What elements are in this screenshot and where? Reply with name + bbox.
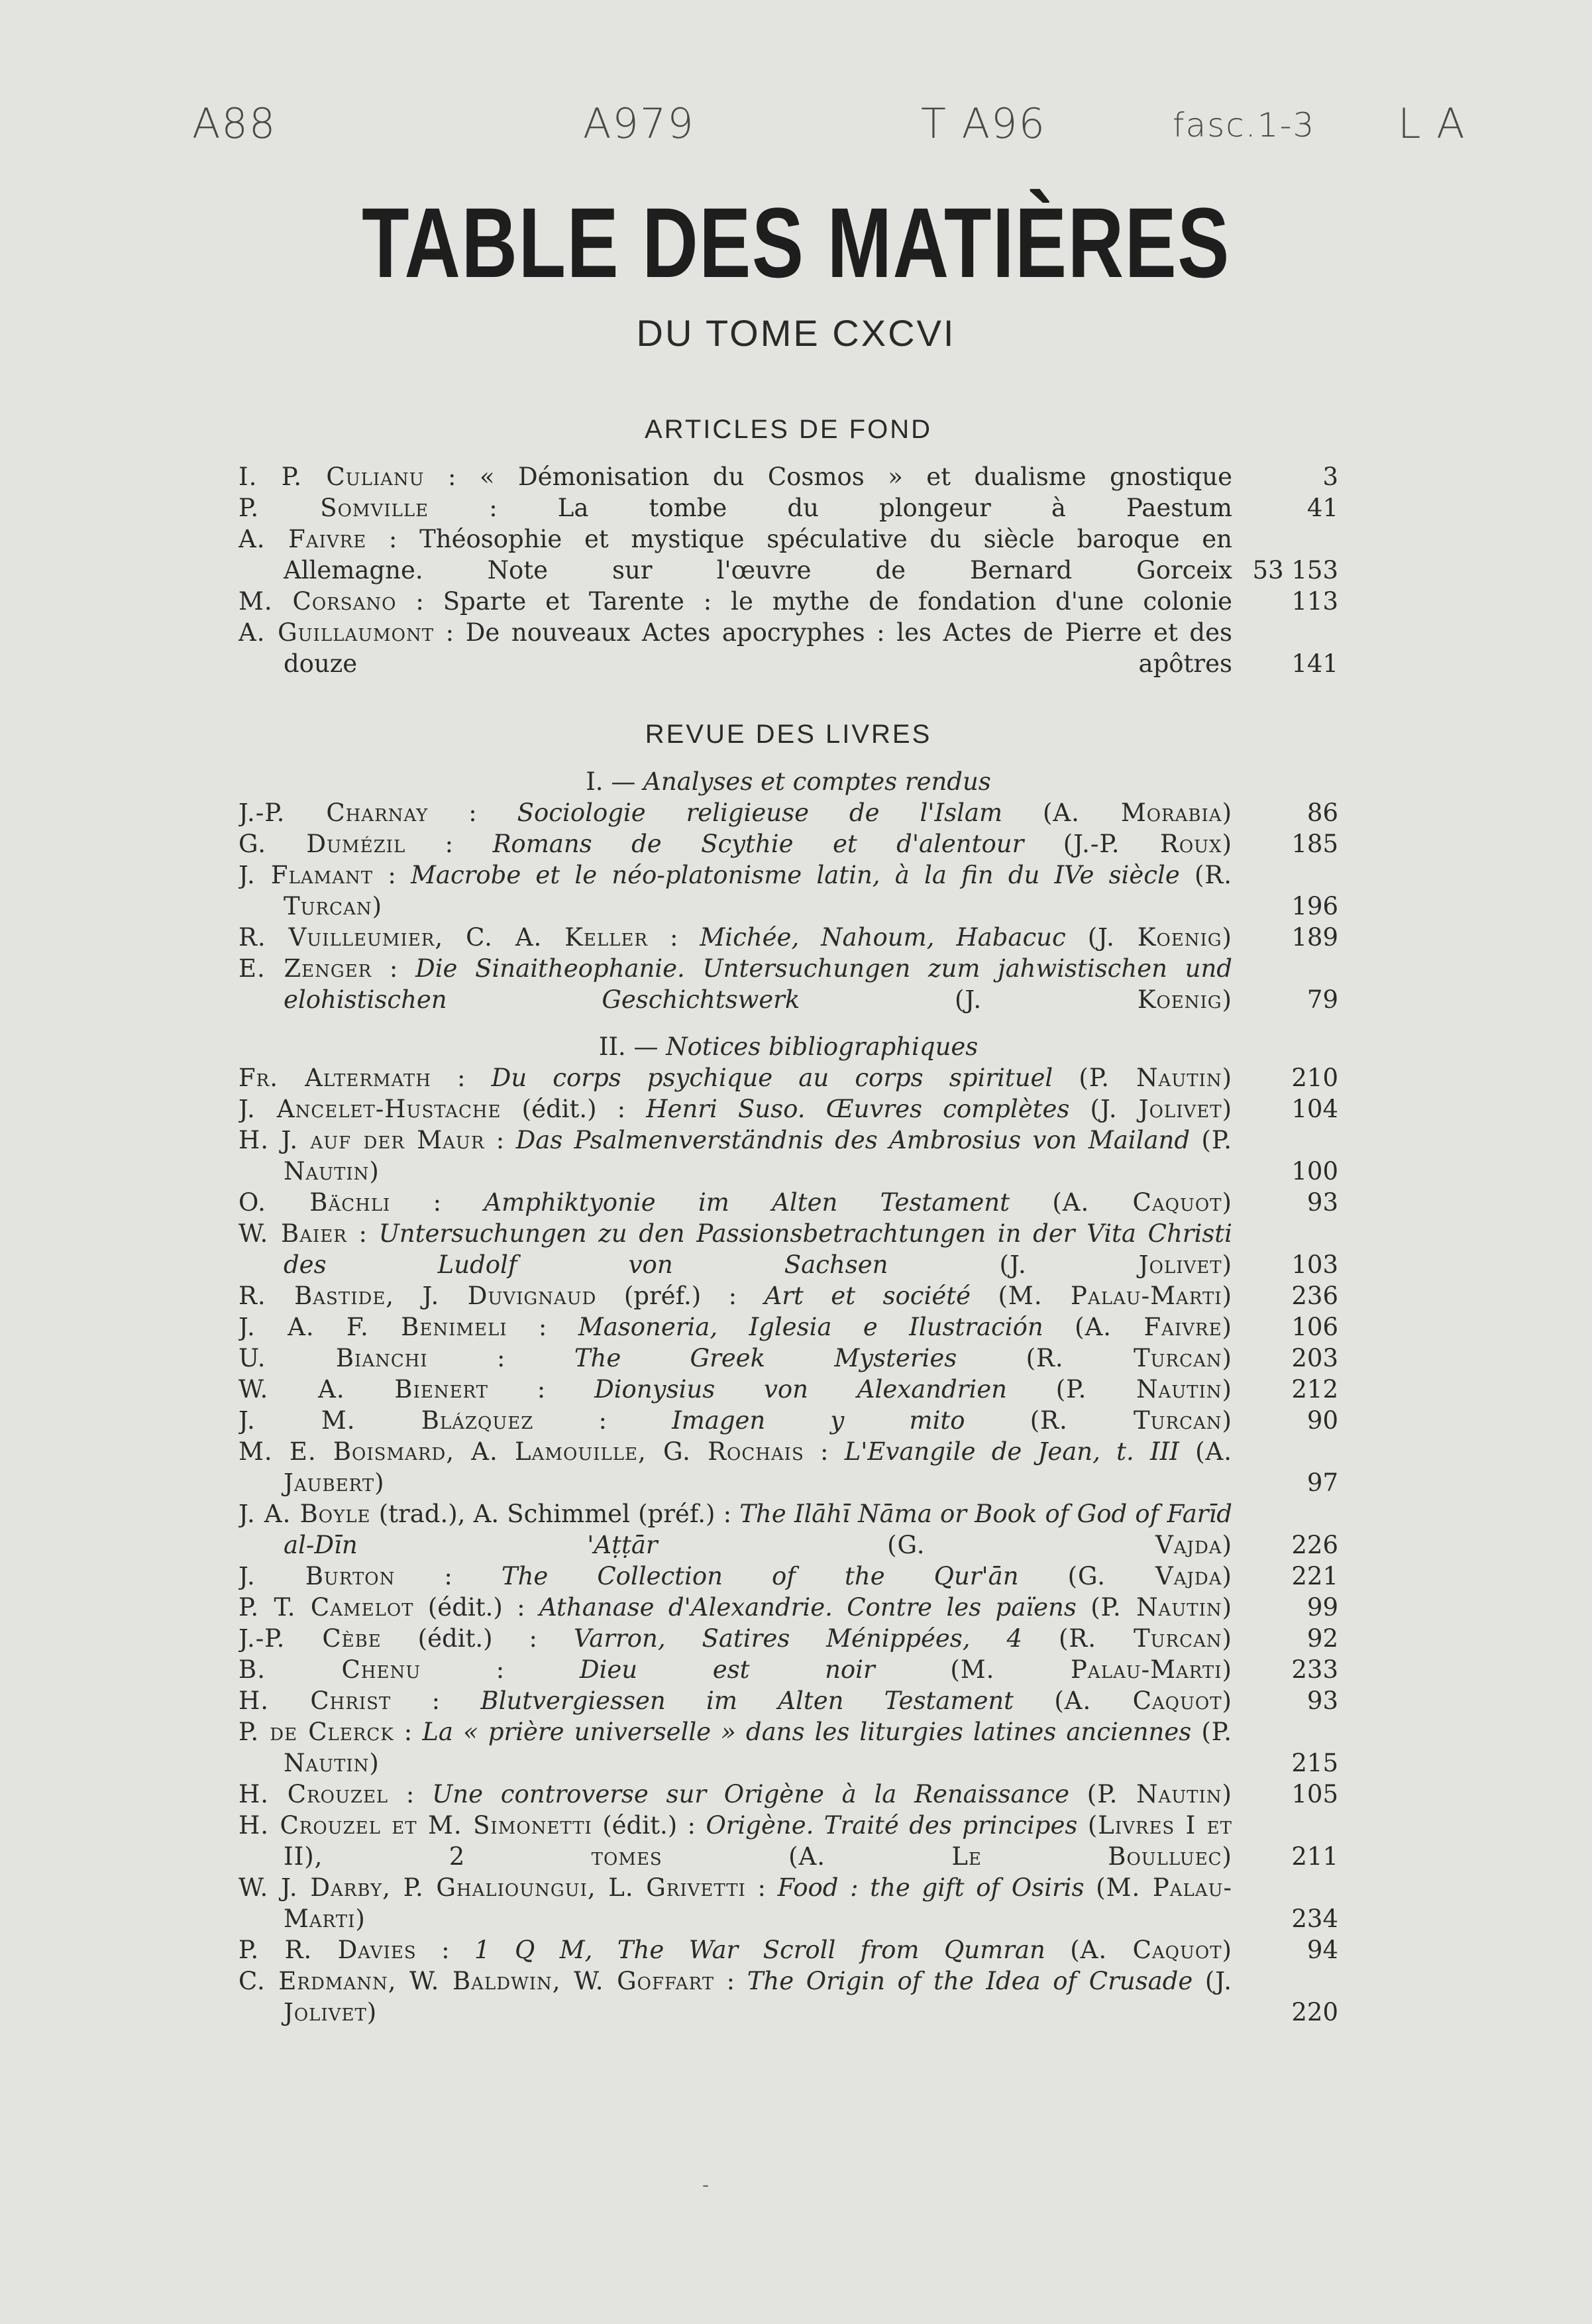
- entry-reviewer: (J. Jolivet): [999, 1250, 1232, 1279]
- entry-author: R. Vuilleumier, C. A. Keller: [239, 923, 648, 952]
- entry-title: Die Sinaitheophanie. Untersuchungen zum jahwistischen und elohistischen Geschichtswerk: [284, 954, 1232, 1014]
- toc-entry-text: [239, 1405, 1232, 1436]
- entry-separator: :: [804, 1437, 845, 1466]
- toc-entry: [239, 1498, 1338, 1561]
- toc-entry-text: [239, 1280, 1232, 1311]
- entry-page-number: 212: [1291, 1375, 1338, 1404]
- toc-entry-text: [239, 1810, 1232, 1872]
- toc-entry-text: [239, 617, 1232, 679]
- handwritten-note-5: L A: [1398, 99, 1466, 148]
- entry-author: E. Zenger: [239, 954, 372, 983]
- entry-separator: :: [346, 1219, 379, 1248]
- entry-title: Imagen y mito: [672, 1406, 965, 1435]
- entry-reviewer: (A. Caquot): [1070, 1936, 1232, 1964]
- toc-entry: [239, 1716, 1338, 1779]
- toc-entry: [239, 586, 1338, 617]
- toc-entry-text: [239, 1592, 1232, 1623]
- toc-entry: [239, 617, 1338, 679]
- entry-separator: :: [396, 587, 443, 616]
- entry-page-number: 215: [1291, 1749, 1338, 1777]
- entry-separator: :: [421, 1655, 580, 1684]
- entry-reviewer: (R. Turcan): [1026, 1344, 1232, 1372]
- entry-title: La tombe du plongeur à Paestum: [557, 494, 1232, 522]
- entry-page-number: 233: [1291, 1655, 1338, 1684]
- entry-page-number: 226: [1291, 1531, 1338, 1559]
- entry-page-number: 97: [1306, 1468, 1338, 1497]
- entry-separator: :: [394, 1718, 423, 1746]
- toc-entry-text: [239, 1716, 1232, 1779]
- toc-entry: [239, 1343, 1338, 1374]
- entry-author: A. Faivre: [239, 525, 367, 553]
- toc-entry: [239, 1125, 1338, 1187]
- toc-entry: [239, 1965, 1338, 2028]
- entry-separator: :: [416, 1936, 474, 1964]
- toc-entry: [239, 1311, 1338, 1343]
- toc-entry-text: [239, 1654, 1232, 1685]
- toc-entry: [239, 524, 1338, 586]
- entry-reviewer: (P. Nautin): [1087, 1780, 1232, 1808]
- entry-author: U. Bianchi: [239, 1344, 428, 1372]
- entry-title: Das Psalmenverständnis des Ambrosius von Mailand: [515, 1126, 1191, 1154]
- handwritten-note-4: fasc.1-3: [1173, 106, 1316, 144]
- toc-entry: [239, 953, 1338, 1015]
- notices-list: [239, 1062, 1338, 2028]
- entry-title: L'Evangile de Jean, t. III: [844, 1437, 1179, 1466]
- toc-entry: [239, 1654, 1338, 1685]
- footer-mark: -: [702, 2174, 710, 2197]
- toc-entry-text: [239, 1965, 1232, 2028]
- entry-title: Art et société: [764, 1282, 971, 1310]
- entry-page-number: 196: [1291, 892, 1338, 920]
- section-heading-revue: REVUE DES LIVRES: [645, 720, 932, 749]
- toc-entry: [239, 1779, 1338, 1810]
- entry-title: Romans de Scythie et d'alentour: [492, 830, 1024, 858]
- entry-title: Sociologie religieuse de l'Islam: [517, 799, 1003, 827]
- entry-title: Une controverse sur Origène à la Renaissance: [432, 1780, 1070, 1808]
- toc-entry-text: [239, 1934, 1232, 1965]
- subsection-1-title: Analyses et comptes rendus: [643, 767, 991, 796]
- toc-entry: [239, 1685, 1338, 1716]
- toc-entry-text: [239, 797, 1232, 828]
- entry-separator: (trad.), A. Schimmel (préf.) :: [370, 1500, 740, 1528]
- entry-separator: :: [395, 1562, 502, 1590]
- entry-title: Origène. Traité des principes: [706, 1811, 1078, 1840]
- entry-title: Untersuchungen zu den Passionsbetrachtungen in der Vita Christi des Ludolf von Sachsen: [284, 1219, 1232, 1279]
- entry-separator: :: [745, 1873, 778, 1902]
- toc-entry-text: [239, 1343, 1232, 1374]
- toc-entry-text: [239, 1062, 1232, 1093]
- entry-reviewer: (R. Turcan): [284, 861, 1232, 920]
- entry-reviewer: (A. Caquot): [1052, 1188, 1232, 1217]
- subsection-2-number: II. —: [598, 1032, 659, 1061]
- entry-separator: :: [484, 1126, 516, 1154]
- toc-entry: [239, 1062, 1338, 1093]
- entry-title: Du corps psychique au corps spirituel: [491, 1064, 1053, 1092]
- entry-author: H. Crouzel: [239, 1780, 389, 1808]
- entry-page-number: 99: [1306, 1593, 1338, 1622]
- page-subtitle: DU TOME CXCVI: [636, 312, 956, 354]
- entry-page-number: 94: [1306, 1936, 1338, 1964]
- entry-reviewer: (J. Koenig): [954, 985, 1232, 1014]
- toc-entry: [239, 461, 1338, 492]
- entry-separator: :: [424, 463, 480, 491]
- entry-reviewer: (A. Faivre): [1075, 1313, 1232, 1341]
- entry-reviewer: (M. Palau-Marti): [950, 1655, 1232, 1684]
- entry-author: R. Bastide, J. Duvignaud: [239, 1282, 597, 1310]
- toc-entry-text: [239, 492, 1232, 524]
- entry-reviewer: (G. Vajda): [887, 1531, 1232, 1559]
- entry-separator: :: [366, 525, 420, 553]
- toc-entry: [239, 1280, 1338, 1311]
- entry-separator: :: [533, 1406, 672, 1435]
- entry-reviewer: (M. Palau-Marti): [998, 1282, 1232, 1310]
- entry-reviewer: (R. Turcan): [1058, 1624, 1232, 1653]
- entry-title: La « prière universelle » dans les liturgies latines anciennes: [422, 1718, 1192, 1746]
- toc-entry-text: [239, 1623, 1232, 1654]
- toc-entry-text: [239, 1436, 1232, 1498]
- entry-page-number: 92: [1306, 1624, 1338, 1653]
- toc-entry: [239, 828, 1338, 859]
- entry-title: Macrobe et le néo-platonisme latin, à la fin du IVe siècle: [411, 861, 1180, 889]
- entry-author: J. M. Blázquez: [239, 1406, 534, 1435]
- entry-separator: :: [390, 1188, 484, 1217]
- toc-entry: [239, 922, 1338, 953]
- entry-separator: (édit.) :: [413, 1593, 539, 1622]
- entry-title: Food : the gift of Osiris: [777, 1873, 1085, 1902]
- entry-title: The Greek Mysteries: [574, 1344, 957, 1372]
- toc-entry: [239, 1810, 1338, 1872]
- entry-page-number: 185: [1291, 830, 1338, 858]
- subsection-1-number: I. —: [586, 767, 636, 796]
- handwritten-note-2: A979: [583, 99, 695, 148]
- entry-separator: :: [507, 1313, 578, 1341]
- entry-separator: :: [714, 1967, 747, 1995]
- entry-title: Varron, Satires Ménippées, 4: [573, 1624, 1023, 1653]
- entry-reviewer: (A. Caquot): [1054, 1687, 1232, 1715]
- toc-entry: [239, 859, 1338, 922]
- toc-entry-text: [239, 1779, 1232, 1810]
- entry-reviewer: (J.-P. Roux): [1063, 830, 1232, 858]
- entry-page-number: 113: [1291, 587, 1338, 616]
- entry-page-number: 90: [1306, 1406, 1338, 1435]
- entry-author: J. Ancelet-Hustache: [239, 1095, 502, 1123]
- entry-separator: :: [427, 1344, 574, 1372]
- toc-entry: [239, 1218, 1338, 1280]
- toc-entry-text: [239, 1872, 1232, 1934]
- articles-list: [239, 461, 1338, 679]
- toc-entry: [239, 1093, 1338, 1125]
- entry-page-number: 100: [1291, 1157, 1338, 1186]
- entry-separator: :: [647, 923, 700, 952]
- entry-separator: :: [391, 1687, 481, 1715]
- entry-author: G. Dumézil: [239, 830, 406, 858]
- entry-author: P. Somville: [239, 494, 429, 522]
- entry-page-number: 104: [1291, 1095, 1338, 1123]
- entry-title: The Origin of the Idea of Crusade: [747, 1967, 1193, 1995]
- entry-title: Masoneria, Iglesia e Ilustración: [578, 1313, 1043, 1341]
- entry-title: De nouveaux Actes apocryphes : les Actes de Pierre et des douze apôtres: [284, 618, 1232, 678]
- table-of-contents: [239, 414, 1338, 2028]
- entry-separator: :: [429, 494, 558, 522]
- entry-author: J. A. Boyle: [239, 1500, 371, 1528]
- entry-title: 1 Q M, The War Scroll from Qumran: [474, 1936, 1045, 1964]
- entry-author: W. A. Bienert: [239, 1375, 489, 1404]
- entry-separator: :: [372, 954, 416, 983]
- entry-title: Théosophie et mystique spéculative du siècle baroque en Allemagne. Note sur l'œuvre de Bernard Gorceix: [284, 525, 1232, 584]
- entry-page-number: 41: [1306, 494, 1338, 522]
- entry-title: Michée, Nahoum, Habacuc: [700, 923, 1066, 952]
- entry-reviewer: (J. Jolivet): [284, 1967, 1232, 2026]
- toc-entry: [239, 797, 1338, 828]
- entry-reviewer: (P. Nautin): [1055, 1375, 1232, 1404]
- handwritten-note-3: T A96: [921, 99, 1046, 148]
- subsection-2-title: Notices bibliographiques: [666, 1032, 979, 1061]
- subsection-heading-1: [239, 766, 1338, 797]
- entry-page-number: 141: [1291, 649, 1338, 678]
- entry-page-number: 79: [1306, 985, 1338, 1014]
- entry-author: B. Chenu: [239, 1655, 421, 1684]
- entry-title: Dieu est noir: [579, 1655, 875, 1684]
- entry-page-number: 210: [1291, 1064, 1338, 1092]
- toc-entry-text: [239, 828, 1232, 859]
- section-heading-articles: ARTICLES DE FOND: [645, 415, 932, 444]
- toc-entry-text: [239, 1187, 1232, 1218]
- entry-author: J. A. F. Benimeli: [239, 1313, 507, 1341]
- entry-separator: :: [428, 799, 517, 827]
- entry-separator: (édit.) :: [592, 1811, 706, 1840]
- toc-entry-text: [239, 1311, 1232, 1343]
- entry-reviewer: (P. Nautin): [1079, 1064, 1232, 1092]
- entry-title: Sparte et Tarente : le mythe de fondation d'une colonie: [443, 587, 1232, 616]
- entry-page-number: 93: [1306, 1188, 1338, 1217]
- toc-entry: [239, 1872, 1338, 1934]
- entry-page-number: 203: [1291, 1344, 1338, 1372]
- entry-author: P. T. Camelot: [239, 1593, 414, 1622]
- entry-author: H. J. auf der Maur: [239, 1126, 485, 1154]
- toc-entry-text: [239, 461, 1232, 492]
- toc-entry: [239, 1561, 1338, 1592]
- entry-author: Fr. Altermath: [239, 1064, 431, 1092]
- entry-title: Dionysius von Alexandrien: [594, 1375, 1007, 1404]
- subsection-heading-2: [239, 1031, 1338, 1062]
- entry-title: « Démonisation du Cosmos » et dualisme gnostique: [479, 463, 1232, 491]
- toc-entry-text: [239, 1498, 1232, 1561]
- toc-entry: [239, 1405, 1338, 1436]
- entry-separator: (préf.) :: [596, 1282, 765, 1310]
- entry-reviewer: (P. Nautin): [1090, 1593, 1232, 1622]
- toc-entry: [239, 1187, 1338, 1218]
- entry-author: O. Bächli: [239, 1188, 391, 1217]
- toc-entry-text: [239, 1093, 1232, 1125]
- entry-author: J.-P. Charnay: [239, 799, 429, 827]
- toc-entry: [239, 1623, 1338, 1654]
- entry-separator: :: [488, 1375, 595, 1404]
- entry-reviewer: (P. Nautin): [284, 1126, 1232, 1186]
- entry-page-number: 53 153: [1252, 556, 1338, 584]
- entry-page-number: 211: [1291, 1842, 1338, 1871]
- toc-entry-text: [239, 922, 1232, 953]
- entry-author: C. Erdmann, W. Baldwin, W. Goffart: [239, 1967, 715, 1995]
- entry-separator: :: [405, 830, 493, 858]
- entry-separator: :: [373, 861, 411, 889]
- entry-reviewer: (P. Nautin): [284, 1718, 1232, 1777]
- entry-reviewer: (J. Jolivet): [1090, 1095, 1232, 1123]
- entry-reviewer: (A. Jaubert): [284, 1437, 1232, 1497]
- entry-author: H. Crouzel et M. Simonetti: [239, 1811, 592, 1840]
- entry-title: Henri Suso. Œuvres complètes: [646, 1095, 1070, 1123]
- entry-separator: :: [431, 1064, 492, 1092]
- toc-entry-text: [239, 1125, 1232, 1187]
- entry-page-number: 103: [1291, 1250, 1338, 1279]
- handwritten-note-1: A88: [192, 99, 277, 148]
- entry-author: A. Guillaumont: [239, 618, 435, 647]
- entry-author: M. E. Boismard, A. Lamouille, G. Rochais: [239, 1437, 804, 1466]
- entry-title: Blutvergiessen im Alten Testament: [480, 1687, 1014, 1715]
- entry-reviewer: (R. Turcan): [1030, 1406, 1232, 1435]
- entry-author: J.-P. Cèbe: [239, 1624, 382, 1653]
- toc-entry-text: [239, 1561, 1232, 1592]
- entry-reviewer: (A. Morabia): [1043, 799, 1232, 827]
- entry-title: The Collection of the Qur'ān: [501, 1562, 1019, 1590]
- entry-page-number: 236: [1291, 1282, 1338, 1310]
- toc-entry: [239, 1592, 1338, 1623]
- entry-author: J. Flamant: [239, 861, 374, 889]
- entry-page-number: 234: [1291, 1905, 1338, 1933]
- toc-entry-text: [239, 953, 1232, 1015]
- toc-entry-text: [239, 586, 1232, 617]
- toc-entry-text: [239, 1218, 1232, 1280]
- entry-reviewer: (J. Koenig): [1087, 923, 1232, 952]
- entry-separator: (édit.) :: [501, 1095, 647, 1123]
- entry-author: M. Corsano: [239, 587, 397, 616]
- reviews-list: [239, 797, 1338, 1015]
- entry-page-number: 105: [1291, 1780, 1338, 1808]
- entry-author: W. J. Darby, P. Ghalioungui, L. Grivetti: [239, 1873, 746, 1902]
- entry-title: The Ilāhī Nāma or Book of God of Farīd al-Dīn 'Aṭṭār: [284, 1500, 1232, 1559]
- entry-author: I. P. Culianu: [239, 463, 425, 491]
- entry-author: P. R. Davies: [239, 1936, 417, 1964]
- entry-separator: :: [388, 1780, 433, 1808]
- entry-separator: (édit.) :: [381, 1624, 574, 1653]
- entry-title: Amphiktyonie im Alten Testament: [484, 1188, 1010, 1217]
- entry-page-number: 220: [1291, 1998, 1338, 2026]
- entry-reviewer: (G. Vajda): [1067, 1562, 1232, 1590]
- toc-entry-text: [239, 1685, 1232, 1716]
- entry-page-number: 86: [1306, 799, 1338, 827]
- entry-author: H. Christ: [239, 1687, 392, 1715]
- entry-page-number: 106: [1291, 1313, 1338, 1341]
- page-title: TABLE DES MATIÈRES: [362, 187, 1230, 298]
- toc-entry-text: [239, 524, 1232, 586]
- entry-reviewer: (M. Palau-Marti): [284, 1873, 1232, 1933]
- toc-entry: [239, 492, 1338, 524]
- toc-entry-text: [239, 1374, 1232, 1405]
- entry-title: Athanase d'Alexandrie. Contre les païens: [539, 1593, 1077, 1622]
- entry-author: W. Baier: [239, 1219, 347, 1248]
- toc-entry: [239, 1934, 1338, 1965]
- entry-author: P. de Clerck: [239, 1718, 394, 1746]
- entry-separator: :: [434, 618, 466, 647]
- entry-author: J. Burton: [239, 1562, 396, 1590]
- entry-page-number: 93: [1306, 1687, 1338, 1715]
- toc-entry: [239, 1374, 1338, 1405]
- toc-entry: [239, 1436, 1338, 1498]
- entry-reviewer: (Livres I et II), 2 tomes (A. Le Boulluec): [284, 1811, 1232, 1871]
- toc-entry-text: [239, 859, 1232, 922]
- entry-page-number: 189: [1291, 923, 1338, 952]
- entry-page-number: 221: [1291, 1562, 1338, 1590]
- entry-page-number: 3: [1322, 463, 1338, 491]
